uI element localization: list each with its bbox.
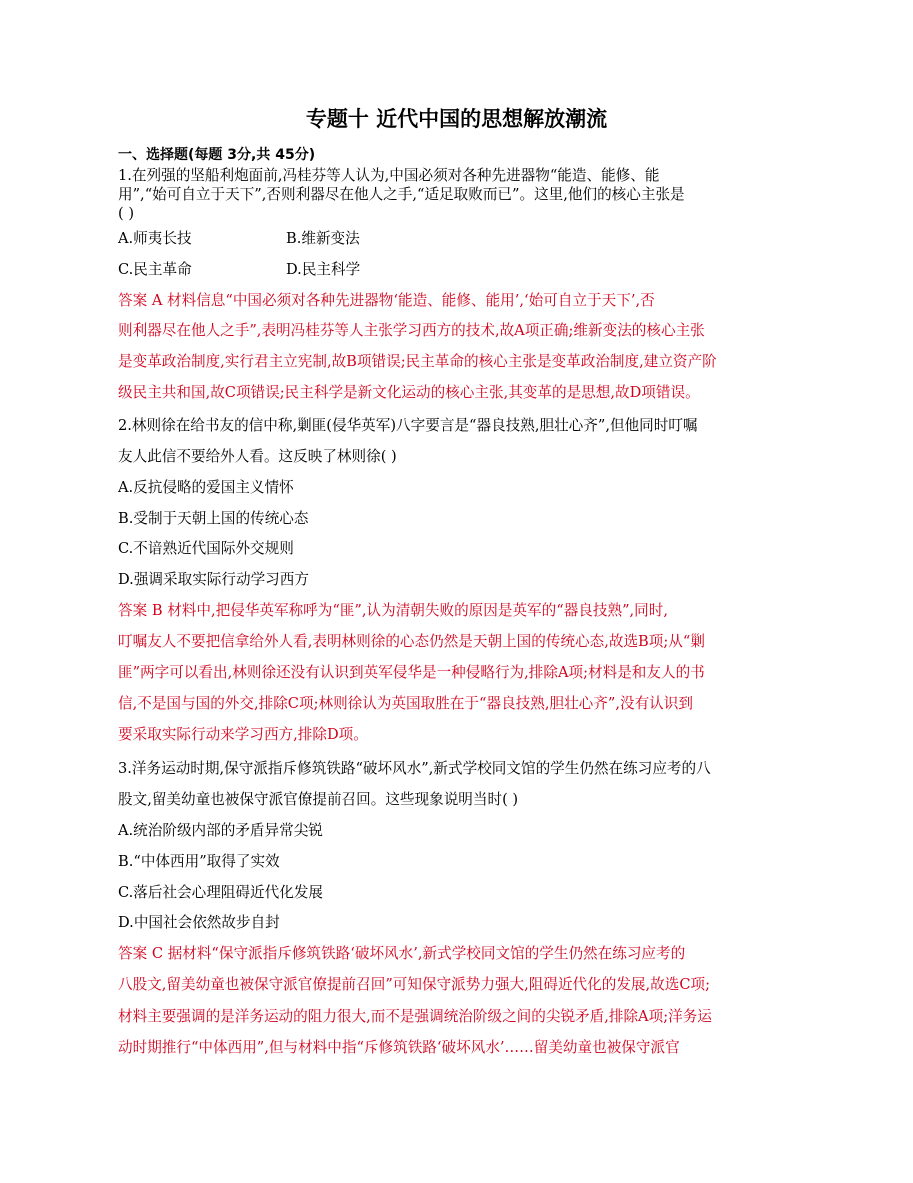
page-title: 专题十 近代中国的思想解放潮流 xyxy=(305,107,608,131)
q2-answer-line-4: 信,不是国与国的外交,排除C项;林则徐认为英国取胜在于“器良技熟,胆壮心齐”,没有认识到 xyxy=(118,695,693,712)
q1-stem-line-2: 用”,“始可自立于天下”,否则利器尽在他人之手,“适足取败而已”。这里,他们的核心主张是 xyxy=(118,186,685,203)
q2-answer-line-1: 答案 B 材料中,把侵华英军称呼为“匪”,认为清朝失败的原因是英军的“器良技熟”,同时, xyxy=(118,602,668,619)
q2-stem-line-1: 2.林则徐在给书友的信中称,剿匪(侵华英军)八字要言是“器良技熟,胆壮心齐”,但他同时叮嘱 xyxy=(118,417,698,434)
q2-option-b: B.受制于天朝上国的传统心态 xyxy=(118,510,309,527)
q3-answer-line-4: 动时期推行“中体西用”,但与材料中指“斥修筑铁路‘破坏风水’……留美幼童也被保守派官 xyxy=(118,1039,680,1056)
q3-answer-line-1: 答案 C 据材料“保守派指斥修筑铁路‘破坏风水’,新式学校同文馆的学生仍然在练习应考的 xyxy=(118,945,686,962)
q1-option-a: A.师夷长技 xyxy=(118,230,192,247)
q2-stem-line-2: 友人此信不要给外人看。这反映了林则徐( ) xyxy=(118,448,397,465)
q1-answer-line-4: 级民主共和国,故C项错误;民主科学是新文化运动的核心主张,其变革的是思想,故D项错误。 xyxy=(118,384,700,401)
q2-option-d: D.强调采取实际行动学习西方 xyxy=(118,571,309,588)
q3-stem-line-2: 股文,留美幼童也被保守派官僚提前召回。这些现象说明当时( ) xyxy=(118,791,519,808)
q1-answer-line-2: 则利器尽在他人之手”,表明冯桂芬等人主张学习西方的技术,故A项正确;维新变法的核心主张 xyxy=(118,322,705,339)
q3-stem-line-1: 3.洋务运动时期,保守派指斥修筑铁路“破坏风水”,新式学校同文馆的学生仍然在练习应考的八 xyxy=(118,760,711,777)
section-heading: 一、选择题(每题 3分,共 45分) xyxy=(118,147,316,163)
q3-option-b: B.“中体西用”取得了实效 xyxy=(118,853,280,870)
q3-answer-line-2: 八股文,留美幼童也被保守派官僚提前召回”可知保守派势力强大,阻碍近代化的发展,故选C项; xyxy=(118,976,711,993)
q1-option-c: C.民主革命 xyxy=(118,261,192,278)
q3-option-c: C.落后社会心理阻碍近代化发展 xyxy=(118,884,324,901)
q1-option-d: D.民主科学 xyxy=(286,261,361,278)
q2-answer-line-5: 要采取实际行动来学习西方,排除D项。 xyxy=(118,726,368,743)
q1-option-row-1 xyxy=(118,230,798,248)
q3-option-a: A.统治阶级内部的矛盾异常尖锐 xyxy=(118,822,323,839)
q3-option-d: D.中国社会依然故步自封 xyxy=(118,914,280,931)
q1-answer-line-3: 是变革政治制度,实行君主立宪制,故B项错误;民主革命的核心主张是变革政治制度,建立资产阶 xyxy=(118,353,717,370)
q2-option-a: A.反抗侵略的爱国主义情怀 xyxy=(118,479,294,496)
q3-answer-line-3: 材料主要强调的是洋务运动的阻力很大,而不是强调统治阶级之间的尖锐矛盾,排除A项;洋务运 xyxy=(118,1008,712,1025)
q2-answer-line-2: 叮嘱友人不要把信拿给外人看,表明林则徐的心态仍然是天朝上国的传统心态,故选B项;从“剿 xyxy=(118,633,705,650)
q2-answer-line-3: 匪”两字可以看出,林则徐还没有认识到英军侵华是一种侵略行为,排除A项;材料是和友人的书 xyxy=(118,664,705,681)
q2-option-c: C.不谙熟近代国际外交规则 xyxy=(118,540,294,557)
q1-stem-line-1: 1.在列强的坚船利炮面前,冯桂芬等人认为,中国必须对各种先进器物“能造、能修、能 xyxy=(118,167,660,184)
q1-option-row-2 xyxy=(118,261,798,279)
q1-option-b: B.维新变法 xyxy=(286,230,360,247)
q1-stem-line-3: ( ) xyxy=(118,205,135,222)
q1-answer-line-1: 答案 A 材料信息“中国必须对各种先进器物‘能造、能修、能用’,‘始可自立于天下’,否 xyxy=(118,292,655,309)
